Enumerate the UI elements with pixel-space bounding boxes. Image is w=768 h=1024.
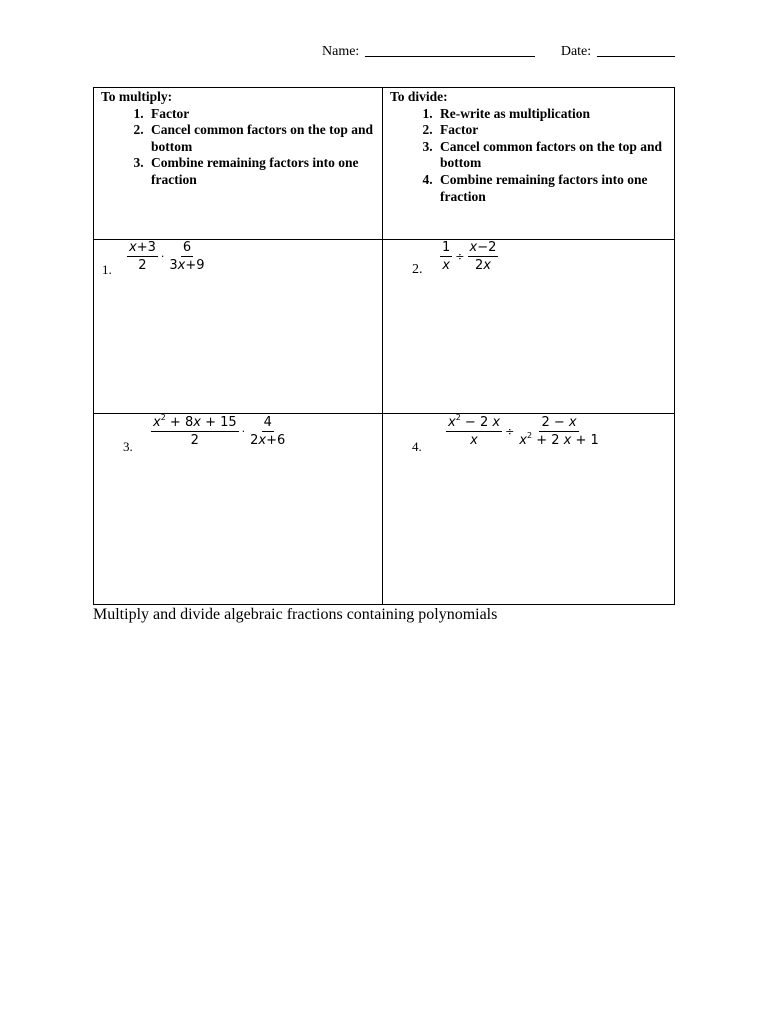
problem-3-expression [149,415,289,448]
numerator: x−2 [469,240,497,255]
fraction [444,415,504,448]
problem-1-number: 1. [102,262,112,277]
denominator: 2 [190,433,199,448]
grid-divider-horizontal [94,413,674,414]
problem-3-number: 3. [123,439,133,454]
date-blank-line[interactable] [597,42,675,57]
denominator: 2x [474,258,491,273]
problem-2-number: 2. [412,262,423,277]
problem-2-expression [438,240,500,273]
fraction [466,240,501,273]
fraction [165,240,208,273]
divide-steps [390,106,672,206]
divide-title: To divide: [390,89,448,104]
numerator: 2 − x [541,415,577,430]
multiply-steps [101,106,377,189]
divide-step: 2. Factor [436,122,672,139]
numerator: 4 [263,415,272,430]
numerator: $x^2 + 8x + 15$ [153,413,237,430]
divide-instructions [390,89,672,205]
date-label: Date: [560,44,592,59]
grid-divider-vertical [382,88,383,604]
problem-4-expression [444,415,603,448]
divide-step: 3. Cancel common factors on the top and bottom [436,139,672,172]
denominator: 2 [138,258,147,273]
worksheet-caption: Multiply and divide algebraic fractions containing polynomials [93,606,498,623]
fraction [125,240,160,273]
numerator: 1 [442,240,451,255]
multiply-step: 3. Combine remaining factors into one fraction [147,155,377,188]
problem-4-number: 4. [412,439,422,454]
operator-sign: · [241,425,246,438]
worksheet-grid [93,87,675,605]
denominator: x [470,433,478,448]
fraction [515,415,603,448]
header [322,42,675,60]
divide-step: 1. Re-write as multiplication [436,106,672,123]
operator-sign: ÷ [455,250,465,263]
multiply-instructions [101,89,377,189]
fraction [438,240,454,273]
name-label: Name: [322,44,360,59]
multiply-title: To multiply: [101,89,173,104]
multiply-step: 1. Factor [147,106,377,123]
denominator: x [442,258,450,273]
divide-step: 4. Combine remaining factors into one fraction [436,172,672,205]
operator-sign: · [160,250,165,263]
denominator: 3x+9 [169,258,205,273]
fraction [246,415,289,448]
name-blank-line[interactable] [365,42,535,57]
problem-1-expression [125,240,209,273]
denominator: 2x+6 [250,433,286,448]
numerator: $x^2 - 2$ x [448,413,501,430]
numerator: 6 [182,240,192,255]
denominator: $x^2 + 2$ x + 1 [519,431,599,448]
numerator: x+3 [129,240,156,255]
fraction [149,415,241,448]
multiply-step: 2. Cancel common factors on the top and bottom [147,122,377,155]
operator-sign: ÷ [505,425,515,438]
